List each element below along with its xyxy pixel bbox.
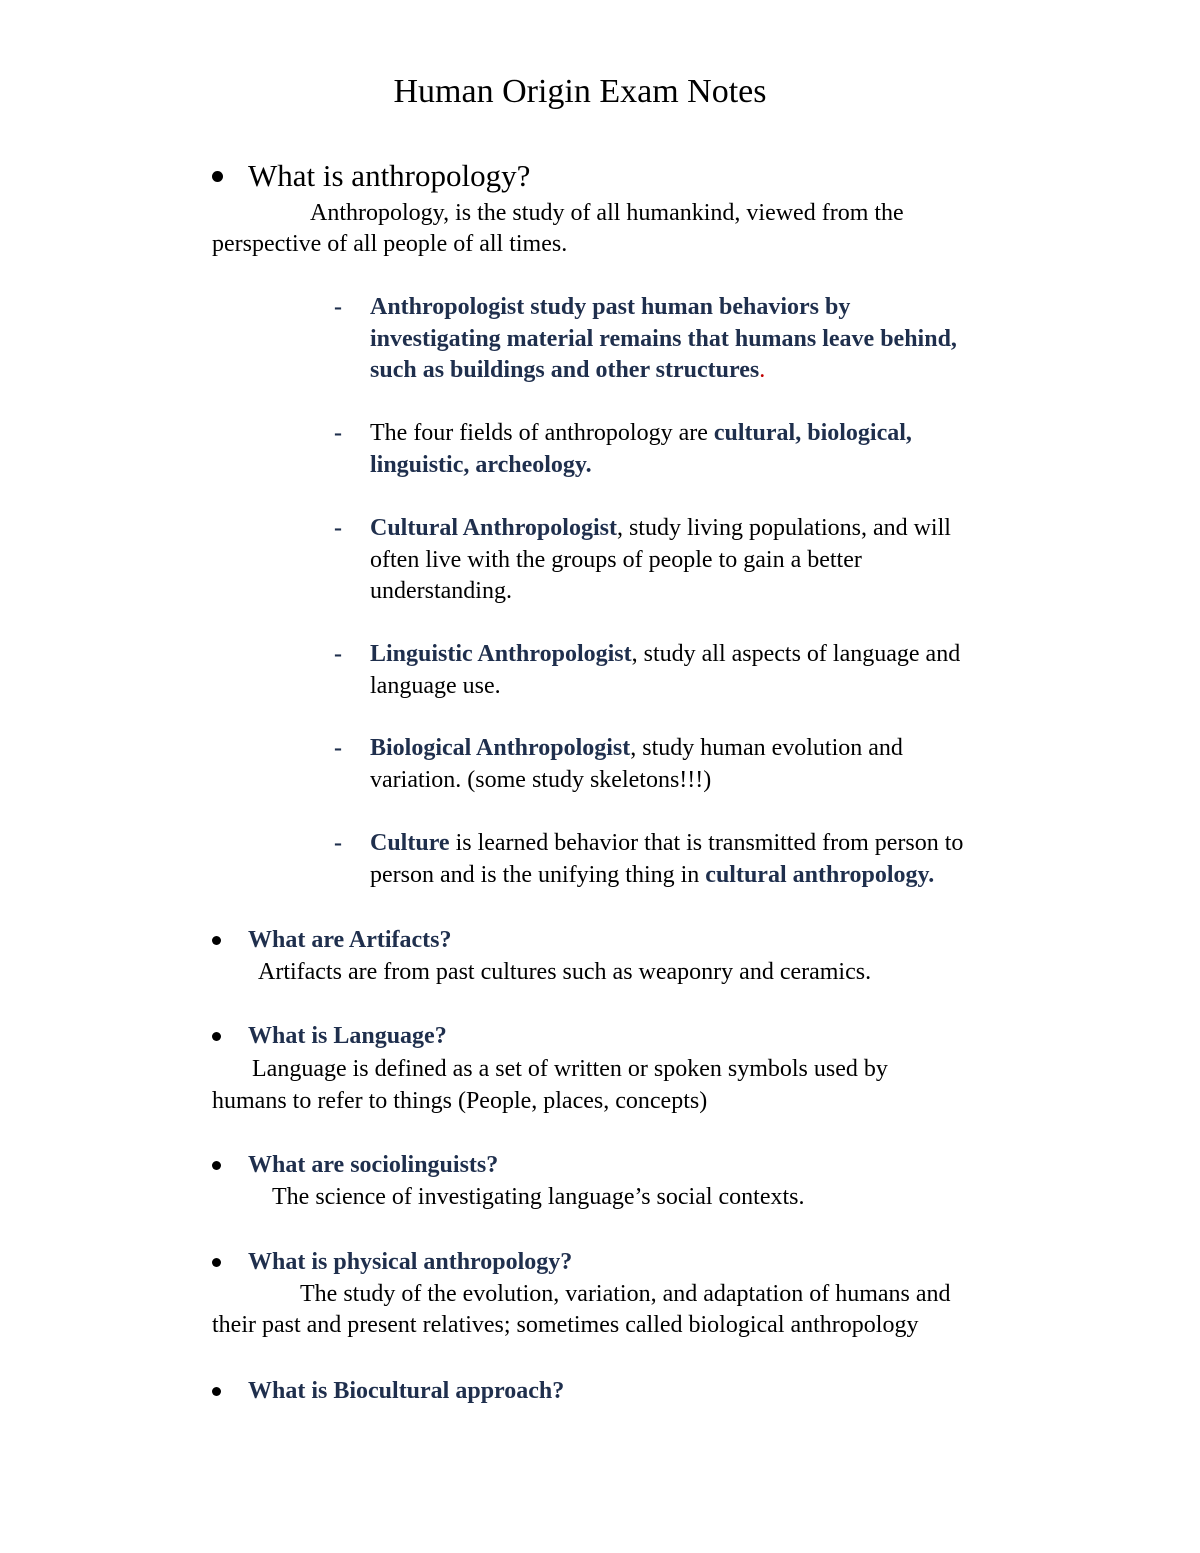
- point-plain-text: , study human evolution and: [630, 735, 903, 761]
- point-plain-text: is learned behavior that is transmitted from person to: [449, 830, 964, 856]
- point-term: Biological Anthropologist: [370, 735, 631, 761]
- question-text: What are sociolinguists?: [248, 1152, 499, 1178]
- point-term: Culture: [370, 830, 450, 856]
- point-plain-text: , study all aspects of language and: [631, 641, 961, 667]
- dash-point-text: [370, 513, 951, 608]
- point-term: Cultural Anthropologist: [370, 515, 617, 541]
- answer-language-line2: humans to refer to things (People, places, concepts): [212, 1088, 708, 1114]
- bullet-icon: [212, 1387, 221, 1396]
- point-line: Anthropologist study past human behaviors by: [370, 294, 851, 320]
- red-period: .: [759, 357, 766, 383]
- answer-artifacts: Artifacts are from past cultures such as weaponry and ceramics.: [258, 959, 872, 985]
- answer-anthropology-line1: Anthropology, is the study of all humankind, viewed from the: [310, 200, 904, 226]
- point-bold-text: cultural anthropology.: [705, 861, 935, 888]
- bullet-icon: [212, 1161, 221, 1170]
- point-plain-text: person and is the unifying thing in: [370, 861, 706, 888]
- answer-anthropology-line2: perspective of all people of all times.: [212, 231, 568, 257]
- point-term: Linguistic Anthropologist: [370, 641, 632, 667]
- page-title: Human Origin Exam Notes: [393, 73, 767, 110]
- answer-physical-line1: The study of the evolution, variation, and adaptation of humans and: [300, 1281, 951, 1307]
- point-bold-text: such as buildings and other structures: [370, 357, 760, 383]
- point-line: [370, 355, 957, 387]
- question-text: What is anthropology?: [248, 158, 531, 193]
- dash-point-text: [370, 292, 957, 387]
- point-bold-text: cultural, biological,: [713, 420, 912, 446]
- dash-icon: -: [334, 515, 342, 541]
- dash-point-text: [370, 733, 903, 796]
- question-text: What are Artifacts?: [248, 927, 452, 953]
- dash-icon: -: [334, 641, 342, 667]
- dash-point-text: [370, 639, 960, 702]
- point-line: [370, 733, 903, 765]
- dash-icon: -: [334, 830, 342, 856]
- answer-language-line1: Language is defined as a set of written or spoken symbols used by: [252, 1056, 888, 1082]
- answer-sociolinguists: The science of investigating language’s social contexts.: [272, 1184, 805, 1210]
- bullet-icon: [212, 1258, 221, 1267]
- bullet-icon: [212, 171, 223, 182]
- point-plain-text: , study living populations, and will: [616, 515, 951, 541]
- point-line: language use.: [370, 672, 501, 699]
- question-text: What is physical anthropology?: [248, 1249, 573, 1275]
- dash-icon: -: [334, 420, 342, 446]
- point-line: [370, 828, 963, 860]
- dash-icon: -: [334, 735, 342, 761]
- dash-point-text: [370, 828, 963, 891]
- point-line: [370, 860, 963, 892]
- bullet-icon: [212, 936, 221, 945]
- question-text: What is Biocultural approach?: [248, 1378, 565, 1404]
- point-line: understanding.: [370, 578, 512, 604]
- point-line: linguistic, archeology.: [370, 451, 592, 478]
- point-line: investigating material remains that humans leave behind,: [370, 325, 957, 352]
- question-text: What is Language?: [248, 1023, 447, 1049]
- point-line: [370, 418, 912, 450]
- point-plain-text: The four fields of anthropology are: [370, 420, 714, 446]
- point-line: often live with the groups of people to gain a better: [370, 546, 862, 573]
- dash-point-text: [370, 418, 912, 481]
- point-line: variation. (some study skeletons!!!): [370, 766, 712, 793]
- point-line: [370, 513, 951, 545]
- point-line: [370, 639, 960, 671]
- bullet-icon: [212, 1032, 221, 1041]
- answer-physical-line2: their past and present relatives; sometimes called biological anthropology: [212, 1312, 919, 1338]
- dash-icon: -: [334, 294, 342, 320]
